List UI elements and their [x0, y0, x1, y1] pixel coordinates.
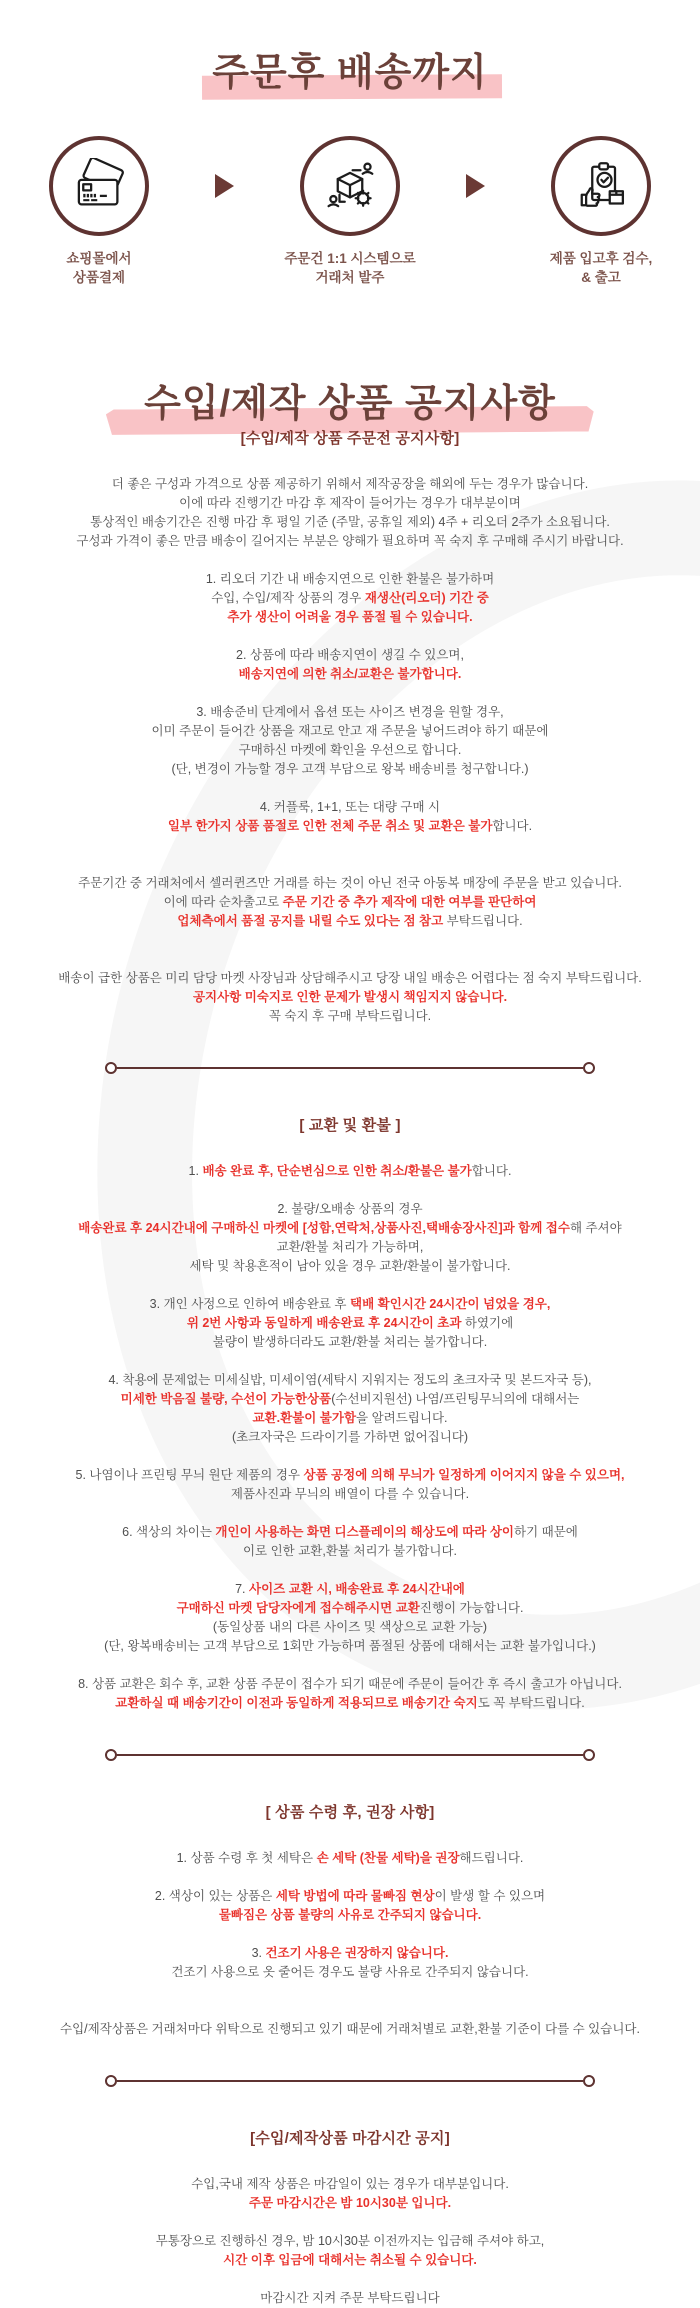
inspection-icon: [573, 158, 629, 214]
section-heading: [ 상품 수령 후, 권장 사항]: [265, 1804, 435, 1822]
step-circle: [300, 136, 400, 236]
divider-dot: [583, 1749, 595, 1761]
section-heading: [수입/제작 상품 주문전 공지사항]: [240, 430, 460, 448]
notice-paragraph: 3. 개인 사정으로 인하여 배송완료 후 택배 확인시간 24시간이 넘었을 경우, 위 2번 사항과 동일하게 배송완료 후 24시간이 초과 하였기에 불량이 발생하더라도 교환/환불 처리는 불가합니다.: [149, 1297, 551, 1350]
notice-paragraph: 3. 건조기 사용은 권장하지 않습니다. 건조기 사용으로 옷 줄어든 경우도 불량 사유로 간주되지 않습니다.: [171, 1946, 529, 1980]
step-caption: 쇼핑몰에서 상품결제: [66, 250, 132, 285]
notice-title: 수입/제작 상품 공지사항: [140, 383, 560, 427]
arrow-right-icon: [215, 174, 234, 198]
credit-card-icon: [71, 158, 127, 214]
divider-dot: [583, 2075, 595, 2087]
divider-dot: [105, 2075, 117, 2087]
section-divider: [105, 2075, 595, 2087]
step-caption: 제품 입고후 검수, & 출고: [549, 250, 653, 285]
order-system-icon: [322, 158, 378, 214]
notice-paragraph: 더 좋은 구성과 가격으로 상품 제공하기 위해서 제작공장을 해외에 두는 경우가 많습니다. 이에 따라 진행기간 마감 후 제작이 들어가는 경우가 대부분이며 통상적인 배송기간은 진행 마감 후 평일 기준 (주말, 공휴일 제외) 4주 + 리오더 2주가 소요됩니다. 구성과 가격이 좋은 만큼 배송이 길어지는 부분은 양해가 필요하며 꼭 숙지 후 구매해 주시기 바랍니다.: [76, 477, 624, 549]
divider-line: [117, 1754, 583, 1756]
notice-paragraph: 수입/제작상품은 거래처마다 위탁으로 진행되고 있기 때문에 거래처별로 교환,환불 기준이 다를 수 있습니다.: [60, 2022, 640, 2037]
notice-sections: [20, 427, 680, 2308]
notice-paragraph: 주문기간 중 거래처에서 셀러퀸즈만 거래를 하는 것이 아닌 전국 아동복 매장에 주문을 받고 있습니다. 이에 따라 순차출고로 주문 기간 중 추가 제작에 대한 여부를 판단하여 업체측에서 품절 공지를 내릴 수도 있다는 점 참고 부탁드립니다.: [78, 876, 622, 929]
notice-section-1: [20, 1114, 680, 1713]
notice-paragraph: 1. 배송 완료 후, 단순변심으로 인한 취소/환불은 불가합니다.: [188, 1164, 512, 1179]
notice-paragraph: 1. 상품 수령 후 첫 세탁은 손 세탁 (찬물 세탁)을 권장해드립니다.: [176, 1851, 524, 1866]
divider-dot: [105, 1062, 117, 1074]
notice-paragraph: 마감시간 지켜 주문 부탁드립니다: [260, 2291, 440, 2306]
step-caption: 주문건 1:1 시스템으로 거래처 발주: [284, 250, 416, 285]
notice-paragraph: 무통장으로 진행하신 경우, 밤 10시30분 이전까지는 입금해 주셔야 하고, 시간 이후 입금에 대해서는 취소될 수 있습니다.: [155, 2234, 545, 2268]
notice-paragraph: 2. 상품에 따라 배송지연이 생길 수 있으며, 배송지연에 의한 취소/교환은 불가합니다.: [236, 648, 464, 682]
page-title: 주문후 배송까지: [208, 52, 492, 96]
step-order-system: [264, 136, 436, 288]
divider-line: [117, 1067, 583, 1069]
section-heading: [ 교환 및 환불 ]: [299, 1117, 401, 1135]
step-inspection: [515, 136, 687, 288]
notice-paragraph: 수입,국내 제작 상품은 마감일이 있는 경우가 대부분입니다. 주문 마감시간은 밤 10시30분 입니다.: [191, 2177, 509, 2211]
arrow-right-icon: [466, 174, 485, 198]
divider-dot: [105, 1749, 117, 1761]
notice-section-2: [20, 1801, 680, 2039]
notice-paragraph: 8. 상품 교환은 회수 후, 교환 상품 주문이 접수가 되기 때문에 주문이 들어간 후 즉시 출고가 아닙니다. 교환하실 때 배송기간이 이전과 동일하게 적용되므로 배송기간 숙지도 꼭 부탁드립니다.: [78, 1677, 622, 1711]
section-heading: [수입/제작상품 마감시간 공지]: [250, 2130, 450, 2148]
notice-paragraph: 1. 리오더 기간 내 배송지연으로 인한 환불은 불가하며 수입, 수입/제작 상품의 경우 재생산(리오더) 기간 중 추가 생산이 어려울 경우 품절 될 수 있습니다.: [205, 572, 495, 625]
notice-paragraph: 3. 배송준비 단계에서 옵션 또는 사이즈 변경을 원할 경우, 이미 주문이 들어간 상품을 재고로 안고 재 주문을 넣어드려야 하기 때문에 구매하신 마켓에 확인을 우선으로 합니다. (단, 변경이 가능할 경우 고객 부담으로 왕복 배송비를 청구합니다.): [151, 705, 549, 777]
notice-section-3: [20, 2127, 680, 2308]
notice-paragraph: 2. 불량/오배송 상품의 경우 배송완료 후 24시간내에 구매하신 마켓에 [성함,연락처,상품사진,택배송장사진]과 함께 접수해 주셔야 교환/환불 처리가 가능하며, 세탁 및 착용흔적이 남아 있을 경우 교환/환불이 불가합니다.: [78, 1202, 622, 1274]
notice-paragraph: 7. 사이즈 교환 시, 배송완료 후 24시간내에 구매하신 마켓 담당자에게 접수해주시면 교환진행이 가능합니다. (동일상품 내의 다른 사이즈 및 색상으로 교환 가능) (단, 왕복배송비는 고객 부담으로 1회만 가능하며 품절된 상품에 대해서는 교환 불가입니다.): [104, 1582, 596, 1654]
notice-paragraph: 4. 착용에 문제없는 미세실밥, 미세이염(세탁시 지워지는 정도의 초크자국 및 본드자국 등), 미세한 박음질 불량, 수선이 가능한상품(수선비지원선) 나염/프린팅무늬의에 대해서는 교환.환불이 불가함을 알려드립니다. (초크자국은 드라이기를 가하면 없어집니다): [108, 1373, 592, 1445]
notice-paragraph: 4. 커플룩, 1+1, 또는 대량 구매 시 일부 한가지 상품 품절로 인한 전체 주문 취소 및 교환은 불가합니다.: [167, 800, 533, 834]
order-process-steps: [0, 136, 700, 288]
section-divider: [105, 1062, 595, 1074]
divider-dot: [583, 1062, 595, 1074]
notice-paragraph: 2. 색상이 있는 상품은 세탁 방법에 따라 물빠짐 현상이 발생 할 수 있으며 물빠짐은 상품 불량의 사유로 간주되지 않습니다.: [154, 1889, 546, 1923]
notice-paragraph: 배송이 급한 상품은 미리 담당 마켓 사장님과 상담해주시고 당장 내일 배송은 어렵다는 점 숙지 부탁드립니다. 공지사항 미숙지로 인한 문제가 발생시 책임지지 않습니다. 꼭 숙지 후 구매 부탁드립니다.: [58, 971, 642, 1024]
section-divider: [105, 1749, 595, 1761]
step-circle: [49, 136, 149, 236]
divider-line: [117, 2080, 583, 2082]
notice-paragraph: 5. 나염이나 프린팅 무늬 원단 제품의 경우 상품 공정에 의해 무늬가 일정하게 이어지지 않을 수 있으며, 제품사진과 무늬의 배열이 다를 수 있습니다.: [75, 1468, 625, 1502]
step-payment: [13, 136, 185, 288]
notice-paragraph: 6. 색상의 차이는 개인이 사용하는 화면 디스플레이의 해상도에 따라 상이하기 때문에 이로 인한 교환,환불 처리가 불가합니다.: [122, 1525, 578, 1559]
notice-section-0: [20, 427, 680, 1026]
step-circle: [551, 136, 651, 236]
